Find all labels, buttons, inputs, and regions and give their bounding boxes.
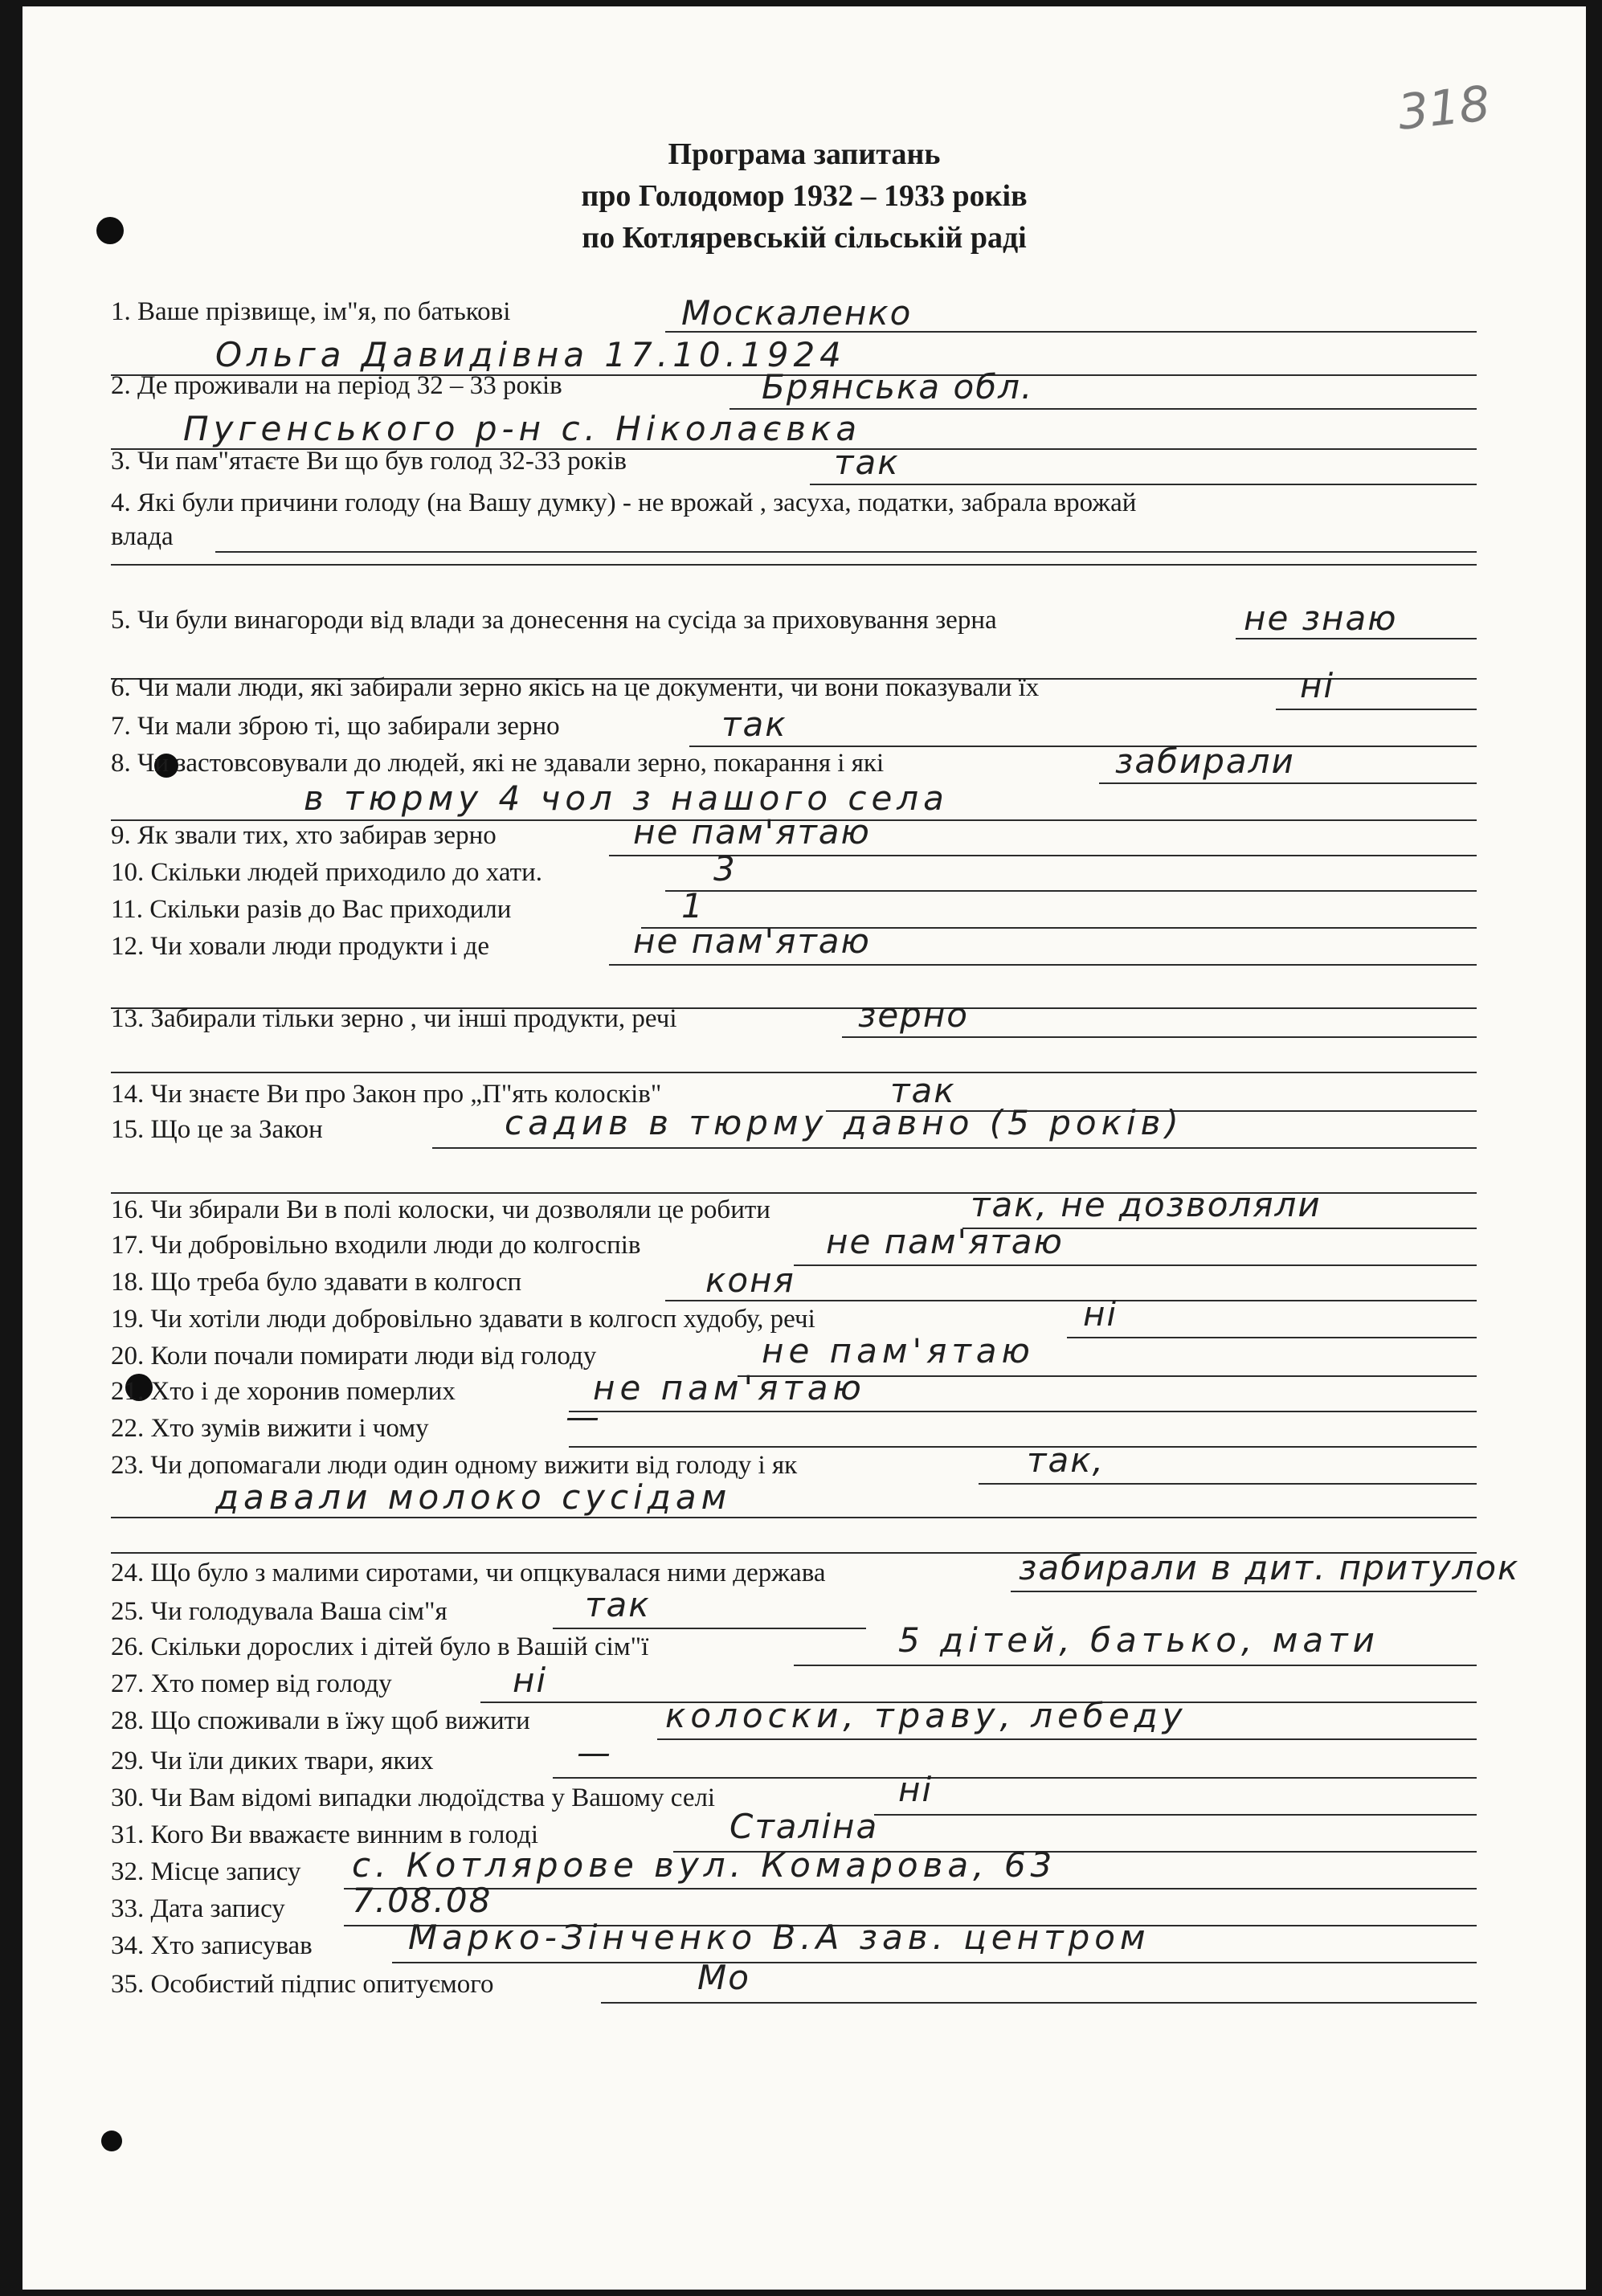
answer-line <box>1099 782 1477 784</box>
question-8: 8. Чи застовсовували до людей, які не здавали зерно, покарання і які <box>111 749 885 778</box>
title-line-2: про Голодомор 1932 – 1933 років <box>581 179 1028 213</box>
answer-23-detail: давали молоко сусідам <box>215 1477 732 1517</box>
document-title <box>22 133 1586 259</box>
question-4-continued: влада <box>111 522 174 551</box>
answer-line <box>979 1483 1477 1485</box>
question-9: 9. Як звали тих, хто забирав зерно <box>111 821 497 850</box>
question-23: 23. Чи допомагали люди один одному вижити від голоду і як <box>111 1451 798 1480</box>
answer-1-surname: Москаленко <box>681 293 913 333</box>
page-number: 318 <box>1395 76 1493 141</box>
answer-27: ні <box>513 1661 548 1700</box>
answer-15: садив в тюрму давно (5 років) <box>505 1103 1183 1142</box>
answer-line <box>810 484 1477 485</box>
answer-11: 1 <box>681 886 705 925</box>
question-29: 29. Чи їли диких твари, яких <box>111 1747 434 1775</box>
answer-line <box>553 1777 1477 1779</box>
answer-line <box>392 1962 1477 1963</box>
question-35: 35. Особистий підпис опитуємого <box>111 1970 494 1999</box>
question-5: 5. Чи були винагороди від влади за донесення на сусіда за приховування зерна <box>111 606 997 635</box>
question-20: 20. Коли почали помирати люди від голоду <box>111 1342 597 1371</box>
answer-10: 3 <box>713 849 737 889</box>
question-32: 32. Місце запису <box>111 1857 301 1886</box>
question-1: 1. Ваше прізвище, ім"я, по батькові <box>111 297 511 326</box>
question-19: 19. Чи хотіли люди добровільно здавати в колгосп худобу, речі <box>111 1305 815 1334</box>
answer-line <box>874 1814 1477 1816</box>
answer-line <box>1276 709 1477 710</box>
question-3: 3. Чи пам"ятаєте Ви що був голод 32-33 років <box>111 447 627 476</box>
question-17: 17. Чи добровільно входили люди до колгоспів <box>111 1231 641 1260</box>
question-4: 4. Які були причини голоду (на Вашу думку) - не врожай , засуха, податки, забрала врожай <box>111 488 1137 517</box>
answer-line <box>111 564 1477 566</box>
question-16: 16. Чи збирали Ви в полі колоски, чи дозволяли це робити <box>111 1195 770 1224</box>
answer-32: с. Котлярове вул. Комарова, 63 <box>352 1845 1057 1885</box>
answer-line <box>344 1888 1477 1890</box>
answer-25: так <box>585 1585 651 1624</box>
question-24: 24. Що було з малими сиротами, чи опцкувалася ними держава <box>111 1559 826 1587</box>
answer-23-short: так, <box>1027 1440 1105 1480</box>
question-7: 7. Чи мали зброю ті, що забирали зерно <box>111 712 560 741</box>
answer-13: зерно <box>858 995 969 1035</box>
answer-22: — <box>566 1397 601 1436</box>
question-2: 2. Де проживали на період 32 – 33 років <box>111 371 562 400</box>
answer-line <box>569 1446 1477 1448</box>
answer-2-village: Пугенського р-н с. Ніколаєвка <box>183 409 862 448</box>
answer-26: 5 дітей, батько, мати <box>898 1620 1379 1660</box>
answer-line <box>553 1628 866 1629</box>
answer-line <box>609 964 1477 966</box>
question-6: 6. Чи мали люди, які забирали зерно якісь на це документи, чи вони показували їх <box>111 673 1040 702</box>
answer-line <box>665 1300 1477 1301</box>
answer-2-region: Брянська обл. <box>762 367 1034 406</box>
answer-19: ні <box>1083 1294 1118 1334</box>
question-21: 21. Хто і де хоронив померлих <box>111 1377 456 1406</box>
answer-line <box>432 1147 1477 1149</box>
question-28: 28. Що споживали в їжу щоб вижити <box>111 1706 530 1735</box>
question-12: 12. Чи ховали люди продукти і де <box>111 932 489 961</box>
question-31: 31. Кого Ви вважаєте винним в голоді <box>111 1820 538 1849</box>
answer-31: Сталіна <box>729 1807 879 1846</box>
answer-line <box>665 890 1477 892</box>
answer-line <box>794 1665 1477 1666</box>
question-22: 22. Хто зумів вижити і чому <box>111 1414 429 1443</box>
answer-17: не пам'ятаю <box>826 1222 1064 1261</box>
answer-14: так <box>890 1071 956 1110</box>
answer-line <box>215 551 1477 553</box>
answer-line <box>1011 1591 1477 1592</box>
answer-33: 7.08.08 <box>352 1881 492 1920</box>
answer-line <box>609 855 1477 856</box>
answer-7: так <box>721 705 787 744</box>
answer-24: забирали в дит. притулок <box>1019 1548 1520 1587</box>
question-14: 14. Чи знаєте Ви про Закон про „П"ять колосків" <box>111 1080 662 1109</box>
question-11: 11. Скільки разів до Вас приходили <box>111 895 512 924</box>
question-15: 15. Що це за Закон <box>111 1115 323 1144</box>
answer-6: ні <box>1300 666 1335 705</box>
answer-16: так, не дозволяли <box>971 1185 1322 1224</box>
answer-28: колоски, траву, лебеду <box>665 1696 1187 1735</box>
answer-line <box>1236 638 1477 639</box>
question-10: 10. Скільки людей приходило до хати. <box>111 858 542 887</box>
question-18: 18. Що треба було здавати в колгосп <box>111 1268 522 1297</box>
questionnaire-sheet <box>22 6 1586 2290</box>
answer-line <box>111 1517 1477 1518</box>
answer-12: не пам'ятаю <box>633 921 871 961</box>
answer-20: не пам'ятаю <box>762 1331 1035 1371</box>
answer-18: коня <box>705 1260 795 1300</box>
answer-line <box>657 1738 1477 1740</box>
question-33: 33. Дата запису <box>111 1894 285 1923</box>
answer-29: — <box>577 1733 612 1772</box>
answer-8-detail: в тюрму 4 чол з нашого села <box>304 778 949 818</box>
question-34: 34. Хто записував <box>111 1931 313 1960</box>
answer-line <box>111 1072 1477 1073</box>
answer-line <box>1067 1337 1477 1338</box>
answer-34: Марко-Зінченко В.А зав. центром <box>408 1918 1150 1957</box>
signature: Мо <box>697 1958 750 1997</box>
answer-21: не пам'ятаю <box>593 1368 866 1407</box>
answer-9: не пам'ятаю <box>633 812 871 852</box>
answer-3: так <box>834 443 900 482</box>
answer-line <box>601 2002 1477 2004</box>
question-25: 25. Чи голодувала Ваша сім"я <box>111 1597 447 1626</box>
answer-1-name: Ольга Давидівна 17.10.1924 <box>215 335 846 374</box>
answer-5: не знаю <box>1244 599 1398 638</box>
answer-8-punishment: забирали <box>1115 742 1295 781</box>
punch-hole-bottom <box>101 2131 122 2151</box>
answer-30: ні <box>898 1770 934 1809</box>
question-27: 27. Хто помер від голоду <box>111 1669 392 1698</box>
answer-line <box>842 1036 1477 1038</box>
title-line-1: Програма запитань <box>668 137 941 171</box>
question-13: 13. Забирали тільки зерно , чи інші продукти, речі <box>111 1004 677 1033</box>
question-26: 26. Скільки дорослих і дітей було в Вашій сім"ї <box>111 1632 649 1661</box>
answer-line <box>569 1411 1477 1412</box>
answer-line <box>794 1264 1477 1266</box>
title-line-3: по Котляревській сільській раді <box>582 221 1027 255</box>
question-30: 30. Чи Вам відомі випадки людоїдства у Вашому селі <box>111 1783 716 1812</box>
